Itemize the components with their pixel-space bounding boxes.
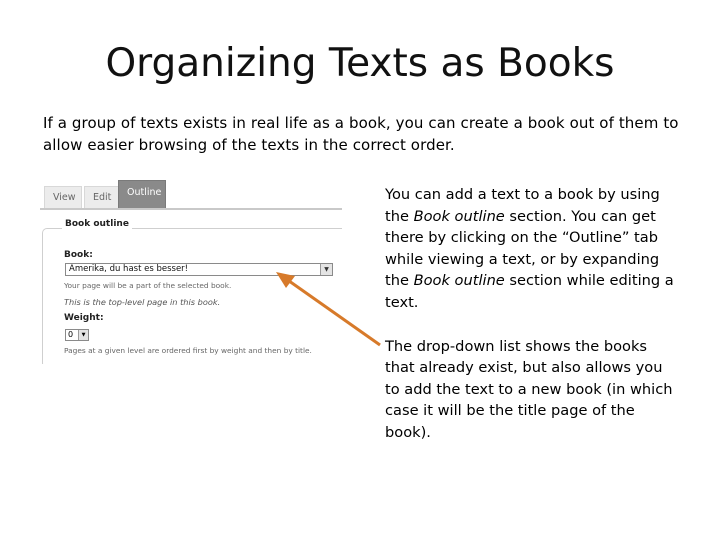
tab-edit[interactable]: Edit (84, 186, 120, 208)
book-outline-fieldset (42, 228, 342, 364)
book-help-text: Your page will be a part of the selected book. (64, 281, 232, 290)
tab-view[interactable]: View (44, 186, 82, 208)
weight-select[interactable] (65, 329, 89, 341)
tab-outline[interactable]: Outline (118, 180, 166, 208)
emphasis-book-outline: Book outline (413, 272, 505, 290)
weight-select-value: 0 (68, 330, 74, 339)
book-select-value: Amerika, du hast es besser! (69, 264, 189, 274)
slide-title: Organizing Texts as Books (105, 41, 615, 86)
text-span: section. You can get there by clicking on the “Outline” tab while viewing a text, or by expanding the (385, 207, 660, 290)
weight-label: Weight: (64, 313, 104, 323)
book-select[interactable] (65, 263, 333, 276)
intro-paragraph: If a group of texts exists in real life as a book, you can create a book out of them to allow easier browsing of the texts in the correct order. (43, 114, 679, 154)
chevron-down-icon: ▼ (78, 330, 88, 340)
text-span: section while editing a text. (385, 272, 674, 311)
text-span: You can add a text to a book by using the (385, 186, 660, 225)
fieldset-legend: Book outline (62, 219, 132, 229)
explanation-column (385, 184, 677, 466)
explanation-paragraph-1 (385, 184, 677, 314)
explanation-paragraph-2: The drop-down list shows the books that already exist, but also allows you to add the text to a new book (in which case it will be the title page of the book). (385, 337, 673, 441)
chevron-down-icon: ▼ (320, 264, 332, 275)
tab-bar (40, 180, 342, 210)
top-level-note: This is the top-level page in this book. (64, 297, 221, 307)
weight-help-text: Pages at a given level are ordered first by weight and then by title. (64, 346, 312, 355)
book-label: Book: (64, 250, 93, 260)
emphasis-book-outline: Book outline (413, 207, 505, 225)
book-outline-screenshot (40, 180, 342, 364)
